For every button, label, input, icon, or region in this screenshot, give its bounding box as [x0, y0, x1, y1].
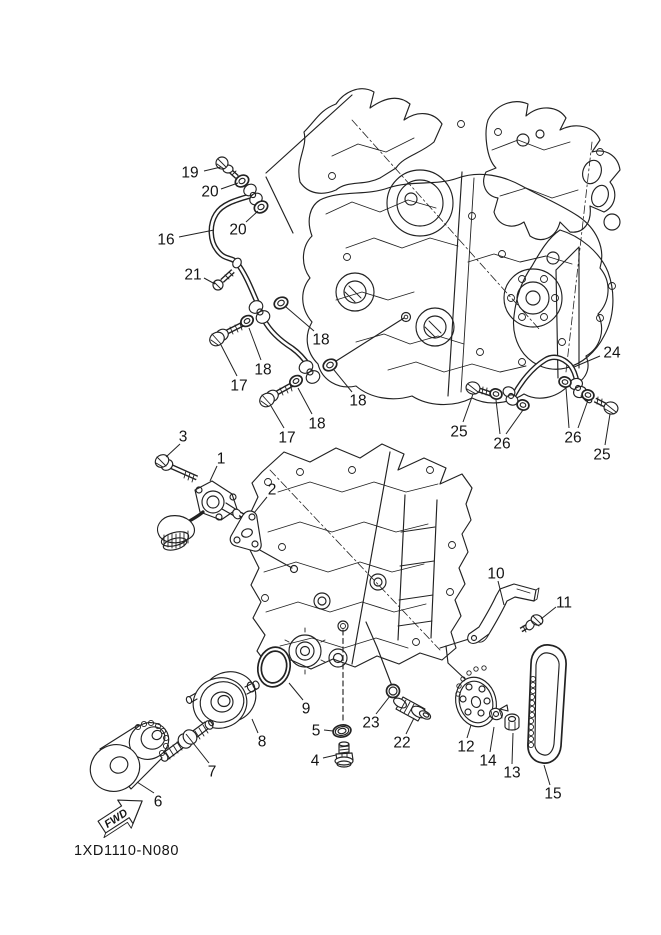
callout-3-leader: [166, 444, 180, 457]
callout-26-leader: [578, 400, 588, 428]
callout-5: 5: [311, 722, 321, 740]
callout-5-leader: [324, 730, 333, 731]
part-18-washer: [321, 357, 338, 373]
part-17-bolt: [257, 384, 293, 409]
alignment-line: [258, 549, 292, 568]
part-4-bolt: [335, 742, 353, 767]
frame-line: [266, 95, 352, 173]
callout-8-leader: [252, 719, 258, 733]
alignment-line: [440, 639, 469, 648]
callout-18: 18: [349, 392, 367, 410]
callout-24: 24: [603, 344, 621, 362]
callout-1: 1: [216, 450, 226, 468]
callout-16: 16: [157, 231, 175, 249]
callout-25-leader: [605, 414, 610, 445]
callout-6: 6: [153, 793, 163, 811]
part-26-washer: [489, 388, 503, 401]
callout-18-leader: [334, 370, 352, 392]
part-21-bolt: [213, 271, 233, 290]
engine-block-top: [266, 89, 620, 405]
callout-3: 3: [178, 428, 188, 446]
callout-18-leader: [249, 328, 261, 360]
callout-20: 20: [229, 221, 247, 239]
callout-12-leader: [467, 725, 471, 738]
callout-14: 14: [479, 752, 497, 770]
callout-18-leader: [298, 388, 312, 414]
callout-18: 18: [254, 361, 272, 379]
callout-23: 23: [362, 714, 380, 732]
callout-17-leader: [271, 406, 284, 428]
callout-18: 18: [312, 331, 330, 349]
part-13-nut: [505, 714, 519, 730]
callout-25: 25: [450, 423, 468, 441]
callout-7-leader: [186, 734, 209, 763]
diagram-code: 1XD1110-N080: [74, 843, 180, 859]
callout-13-leader: [512, 733, 513, 764]
callout-25: 25: [593, 446, 611, 464]
callout-26: 26: [493, 435, 511, 453]
callout-22-leader: [406, 718, 414, 734]
callout-7: 7: [207, 763, 217, 781]
callout-11-leader: [541, 607, 556, 619]
callout-18: 18: [308, 415, 326, 433]
alignment-line: [366, 622, 392, 686]
part-25-bolt: [595, 397, 619, 416]
part-10-chain-guide: [468, 584, 539, 643]
callout-2-leader: [254, 497, 267, 513]
callout-17: 17: [278, 429, 296, 447]
callout-10: 10: [487, 565, 505, 583]
frame-line: [266, 177, 293, 233]
callout-20-leader: [221, 183, 238, 189]
part-6-oil-filter: [83, 716, 175, 799]
callout-13: 13: [503, 764, 521, 782]
part-3-bolt: [153, 452, 197, 482]
callout-2: 2: [267, 481, 277, 499]
callout-23-leader: [376, 696, 390, 714]
callout-26-leader: [566, 388, 569, 428]
callout-21-leader: [204, 278, 215, 284]
part-17-bolt: [207, 323, 243, 348]
callout-15-leader: [544, 765, 550, 785]
callout-22: 22: [393, 734, 411, 752]
part-8-oil-cooler: [185, 664, 262, 735]
part-9-o-ring: [254, 644, 294, 690]
callout-15: 15: [544, 785, 562, 803]
callout-12: 12: [457, 738, 475, 756]
callout-9: 9: [301, 700, 311, 718]
fwd-arrow-label: FWD: [102, 807, 131, 831]
callout-4-leader: [323, 755, 336, 758]
callout-19-leader: [204, 167, 221, 171]
part-12-sprocket: [450, 666, 502, 732]
callout-8: 8: [257, 733, 267, 751]
callout-14-leader: [490, 727, 494, 752]
callout-26-leader: [506, 410, 523, 434]
fwd-arrow: [91, 789, 151, 843]
callout-6-leader: [137, 782, 154, 793]
callout-11: 11: [555, 594, 573, 612]
callout-21: 21: [184, 266, 202, 284]
part-22-collar: [392, 696, 432, 721]
callout-17-leader: [221, 345, 237, 376]
callout-20: 20: [201, 183, 219, 201]
part-15-chain: [528, 645, 566, 763]
alignment-line: [446, 646, 466, 680]
part-25-bolt: [465, 380, 491, 395]
part-5-washer: [332, 724, 352, 739]
callout-26-leader: [496, 400, 500, 434]
part-23-o-ring: [387, 685, 400, 698]
alignment-line: [333, 318, 404, 363]
callout-19: 19: [181, 164, 199, 182]
callout-17: 17: [230, 377, 248, 395]
callout-25-leader: [463, 394, 473, 422]
part-11-bolt: [521, 613, 545, 632]
callout-20-leader: [246, 211, 258, 222]
callout-26: 26: [564, 429, 582, 447]
callout-9-leader: [289, 683, 303, 700]
callout-1-leader: [210, 466, 217, 481]
part-16-oil-pipe: [211, 182, 322, 386]
callout-4: 4: [310, 752, 320, 770]
